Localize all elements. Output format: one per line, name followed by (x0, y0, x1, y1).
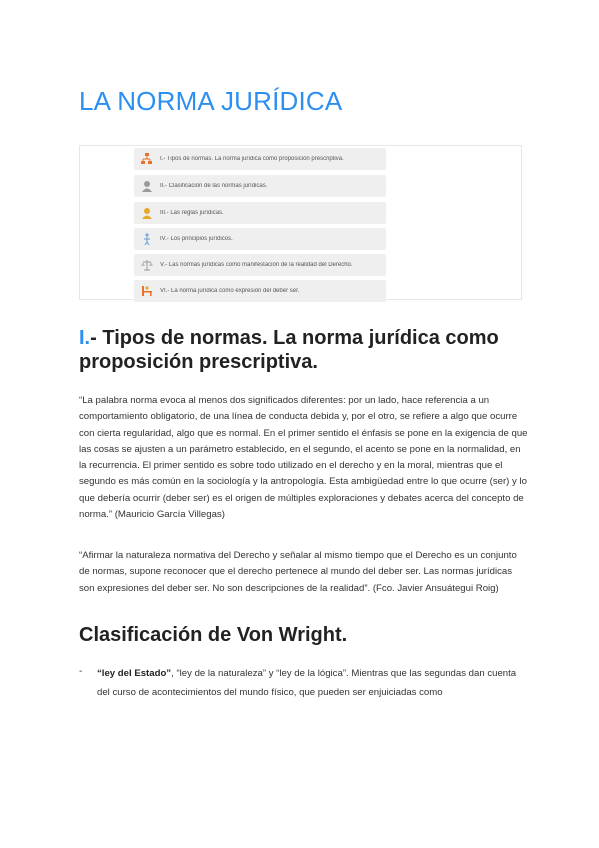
balance-icon (141, 259, 153, 271)
bullet-marker: - (79, 666, 83, 677)
toc-item-label: VI.- La norma jurídica como expresión del deber ser. (160, 287, 300, 294)
toc-item-6[interactable] (134, 280, 386, 302)
hierarchy-icon (141, 153, 153, 165)
quote-paragraph: “Afirmar la naturaleza normativa del Derecho y señalar al mismo tiempo que el Derecho es un conjunto de normas, supone reconocer que el derecho pertenece al mundo del deber ser. Las normas jurídicas son expresiones del deber ser. No son descripciones de la realidad”. (Fco. Javier Ansuátegui Roig) (79, 550, 517, 594)
bullet-item (97, 664, 529, 702)
toc-item-label: IV.- Los principios jurídicos. (160, 235, 233, 242)
toc-item-label: I.- Tipos de normas. La norma jurídica como proposición prescriptiva. (160, 155, 344, 162)
section-heading-text: - Tipos de normas. La norma jurídica como proposición prescriptiva. (79, 327, 499, 373)
desk-icon (141, 285, 153, 297)
section-heading (79, 326, 539, 374)
toc-item-2[interactable] (134, 175, 386, 197)
bullet-rest-text: , “ley de la naturaleza” y “ley de la lógica”. Mientras que las segundas dan cuenta del curso de acontecimientos del mundo físico, que pueden ser enjuiciadas como (97, 668, 517, 698)
person-icon (141, 207, 153, 219)
section-number: I. (79, 327, 91, 349)
toc-item-label: III.- Las reglas jurídicas. (160, 209, 224, 216)
toc-item-4[interactable] (134, 228, 386, 250)
toc-item-5[interactable] (134, 254, 386, 276)
toc-item-3[interactable] (134, 202, 386, 224)
bullet-bold-term: “ley del Estado” (97, 668, 172, 679)
document-title: LA NORMA JURÍDICA (79, 86, 343, 116)
subsection-heading: Clasificación de Von Wright. (79, 624, 348, 646)
toc-item-label: V.- Las normas jurídicas como manifestación de la realidad del Derecho. (160, 261, 353, 268)
toc-item-1[interactable] (134, 148, 386, 170)
quote-paragraph: “La palabra norma evoca al menos dos significados diferentes: por un lado, hace referencia a un comportamiento obligatorio, de una línea de conducta debida y, por el otro, se refiere a algo que ocurre con cierta regularidad, algo que es normal. En el primer sentido el énfasis se pone en la exigencia de que las cosas se ajusten a un parámetro establecido, en el segundo, el acento se pone en la normalidad, en la recurrencia. El primer sentido es sobre todo utilizado en el derecho y en la moral, mientras que el segundo es más común en la sociología y la antropología. Esta ambigüedad entre lo que ocurre (ser) y lo que debería ocurrir (deber ser) es el origen de múltiples exploraciones y debates acerca del concepto de norma.” (Mauricio García Villegas) (79, 395, 528, 521)
figure-icon (141, 233, 153, 245)
toc-item-label: II.- Clasificación de las normas jurídicas. (160, 182, 268, 189)
people-icon (141, 180, 153, 192)
